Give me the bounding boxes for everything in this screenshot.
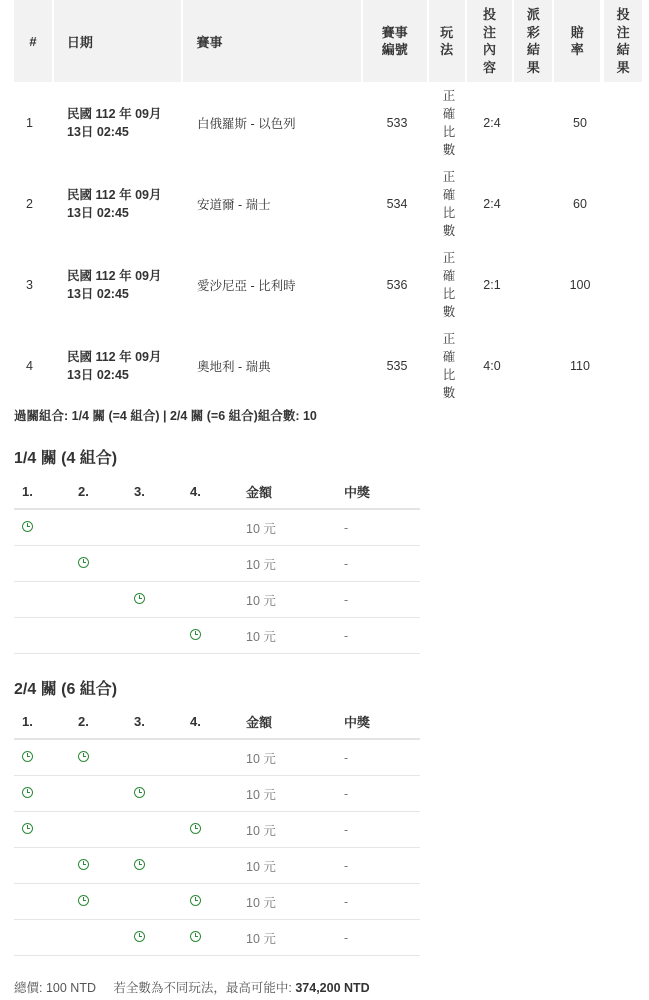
combo-amount: 10 元: [246, 593, 276, 608]
clock-icon: [78, 751, 89, 762]
row-bet: 2:4: [483, 196, 501, 211]
header-bet-result: [604, 0, 642, 82]
combo-row: [14, 546, 420, 582]
combo-win: -: [344, 520, 349, 535]
clock-icon: [190, 895, 201, 906]
row-date-line: 民國 112 年 09月: [67, 187, 162, 202]
clock-icon: [190, 931, 201, 942]
row-play: [430, 330, 468, 402]
table-row: [14, 163, 642, 244]
combo-leg-cell: [126, 859, 182, 873]
header-event-no-line: 賽事: [381, 24, 408, 40]
header-bet-content: [467, 0, 515, 82]
row-odds: 100: [569, 277, 591, 292]
combo-leg-cell: [14, 823, 70, 837]
header-bet-result-char: 結: [616, 42, 630, 57]
row-date-line: 民國 112 年 09月: [67, 106, 162, 121]
header-bet-result-char: 投: [616, 7, 630, 22]
max-label: 若全數為不同玩法，最高可能中:: [113, 981, 292, 995]
header-bet-char: 容: [482, 59, 496, 75]
combo-row: [14, 618, 420, 654]
combo-amount: 10 元: [246, 557, 276, 572]
combo-row: [14, 812, 420, 848]
row-event-no: 534: [386, 196, 408, 211]
row-event: 愛沙尼亞 - 比利時: [197, 278, 296, 293]
clock-icon: [190, 629, 201, 640]
header-play-char: 法: [440, 42, 454, 57]
row-play-char: 比: [442, 286, 456, 301]
combo-leg-cell: [70, 557, 126, 571]
row-play: [430, 87, 468, 159]
clock-icon: [22, 751, 33, 762]
section-title-1of4: 1/4 關 (4 組合): [14, 450, 118, 467]
header-bet-result-char: 果: [616, 59, 630, 75]
row-play: [430, 168, 468, 240]
total-value: 100 NTD: [45, 981, 96, 995]
header-bet-char: 投: [482, 7, 496, 22]
row-bet: 4:0: [483, 358, 501, 373]
row-play-char: 正: [442, 88, 456, 103]
header-result-char: 果: [526, 59, 540, 75]
header-index: #: [14, 0, 54, 82]
row-odds: 60: [573, 196, 587, 211]
row-bet: 2:1: [483, 277, 501, 292]
row-bet: 2:4: [483, 115, 501, 130]
combo-amount: 10 元: [246, 787, 276, 802]
combo-win: -: [344, 858, 349, 873]
price-footer: [14, 978, 370, 996]
combo-header-cell: 2.: [78, 713, 89, 729]
combo-amount: 10 元: [246, 859, 276, 874]
combo-win: -: [344, 822, 349, 837]
row-odds: 110: [570, 358, 590, 373]
row-play-char: 確: [442, 349, 456, 364]
row-play-char: 確: [442, 106, 456, 121]
header-date: 日期: [54, 0, 184, 82]
row-play-char: 正: [442, 169, 456, 184]
row-event: 安道爾 - 瑞士: [197, 197, 271, 212]
row-play-char: 確: [442, 187, 456, 202]
combo-header-cell: 3.: [134, 713, 145, 729]
row-date-line: 13日 02:45: [67, 286, 129, 301]
combo-amount: 10 元: [246, 931, 276, 946]
row-index: 3: [26, 277, 33, 292]
row-date-line: 13日 02:45: [67, 124, 129, 139]
combo-amount: 10 元: [246, 521, 276, 536]
bet-table: [14, 0, 642, 406]
row-play-char: 數: [442, 223, 456, 238]
combo-leg-cell: [182, 931, 238, 945]
row-date: [54, 267, 184, 303]
clock-icon: [78, 895, 89, 906]
header-odds: [554, 0, 602, 82]
total-label: 總價:: [14, 981, 43, 995]
combo-leg-cell: [70, 751, 126, 765]
header-odds-char: 率: [570, 42, 584, 57]
combo-leg-cell: [182, 823, 238, 837]
clock-icon: [134, 593, 145, 604]
combo-row: [14, 582, 420, 618]
combo-row: [14, 510, 420, 546]
combo-leg-cell: [14, 787, 70, 801]
combo-leg-cell: [126, 593, 182, 607]
combo-leg-cell: [14, 521, 70, 535]
table-row: [14, 82, 642, 163]
combo-leg-cell: [182, 629, 238, 643]
header-event: 賽事: [183, 0, 362, 82]
combo-header-cell: 3.: [134, 483, 145, 499]
combo-amount: 10 元: [246, 629, 276, 644]
row-play-char: 數: [442, 304, 456, 319]
clock-icon: [78, 557, 89, 568]
combo-leg-cell: [70, 895, 126, 909]
clock-icon: [134, 931, 145, 942]
row-play-char: 正: [442, 331, 456, 346]
row-event-no: 533: [386, 115, 408, 130]
clock-icon: [22, 787, 33, 798]
combo-row: [14, 848, 420, 884]
row-date: [54, 186, 184, 222]
row-index: 4: [26, 358, 33, 373]
table-row: [14, 325, 642, 406]
row-event: 白俄羅斯 - 以色列: [197, 116, 296, 131]
combination-summary: 過關組合: 1/4 關 (=4 組合) | 2/4 關 (=6 組合)組合數: 10: [14, 409, 317, 423]
header-result-char: 彩: [526, 24, 540, 40]
combo-header-cell: 1.: [22, 483, 33, 499]
header-result-char: 派: [526, 7, 540, 22]
clock-icon: [134, 859, 145, 870]
combo-table-2of4: [14, 704, 420, 956]
combo-amount: 10 元: [246, 823, 276, 838]
combo-leg-cell: [70, 859, 126, 873]
row-event: 奧地利 - 瑞典: [197, 359, 271, 374]
row-date: [54, 105, 184, 141]
combo-header-cell: 金額: [246, 714, 273, 730]
header-payout-result: [514, 0, 554, 82]
combo-header: [14, 474, 420, 510]
section-title-2of4: 2/4 關 (6 組合): [14, 681, 118, 698]
row-play-char: 數: [442, 385, 456, 400]
combo-header-cell: 金額: [246, 484, 273, 500]
row-play: [430, 249, 468, 321]
row-odds: 50: [573, 115, 587, 130]
clock-icon: [78, 859, 89, 870]
combo-header-cell: 2.: [78, 483, 89, 499]
row-date-line: 民國 112 年 09月: [67, 268, 162, 283]
header-bet-result-char: 注: [616, 24, 630, 40]
combo-header-cell: 中獎: [344, 714, 371, 730]
header-play-char: 玩: [440, 24, 454, 40]
header-bet-char: 內: [482, 42, 496, 57]
row-date: [54, 348, 184, 384]
combo-leg-cell: [182, 895, 238, 909]
combo-win: -: [344, 930, 349, 945]
row-index: 2: [26, 196, 33, 211]
header-result-char: 結: [526, 42, 540, 57]
clock-icon: [190, 823, 201, 834]
clock-icon: [22, 823, 33, 834]
combo-leg-cell: [14, 751, 70, 765]
header-play: [429, 0, 467, 82]
combo-win: -: [344, 750, 349, 765]
header-odds-char: 賠: [570, 24, 584, 40]
combo-row: [14, 884, 420, 920]
row-play-char: 數: [442, 142, 456, 157]
header-event-no: [363, 0, 429, 82]
combo-win: -: [344, 556, 349, 571]
clock-icon: [134, 787, 145, 798]
clock-icon: [22, 521, 33, 532]
row-play-char: 比: [442, 367, 456, 382]
row-play-char: 比: [442, 124, 456, 139]
combo-amount: 10 元: [246, 895, 276, 910]
row-index: 1: [26, 115, 33, 130]
combo-header-cell: 中獎: [344, 484, 371, 500]
combo-amount: 10 元: [246, 751, 276, 766]
combo-table-1of4: [14, 474, 420, 654]
table-header: [14, 0, 642, 82]
combo-leg-cell: [126, 787, 182, 801]
combo-header-cell: 4.: [190, 713, 201, 729]
combo-header-cell: 4.: [190, 483, 201, 499]
row-event-no: 536: [386, 277, 408, 292]
combo-header-cell: 1.: [22, 713, 33, 729]
header-bet-char: 注: [482, 24, 496, 40]
table-row: [14, 244, 642, 325]
combo-leg-cell: [126, 931, 182, 945]
combo-row: [14, 920, 420, 956]
row-play-char: 確: [442, 268, 456, 283]
row-play-char: 比: [442, 205, 456, 220]
row-event-no: 535: [386, 358, 408, 373]
combo-row: [14, 776, 420, 812]
header-event-no-line: 編號: [381, 42, 408, 57]
combo-row: [14, 740, 420, 776]
combo-win: -: [344, 786, 349, 801]
combo-win: -: [344, 628, 349, 643]
max-value: 374,200 NTD: [295, 981, 370, 995]
combo-win: -: [344, 894, 349, 909]
combo-win: -: [344, 592, 349, 607]
row-date-line: 13日 02:45: [67, 367, 129, 382]
combo-header: [14, 704, 420, 740]
row-date-line: 民國 112 年 09月: [67, 349, 162, 364]
row-play-char: 正: [442, 250, 456, 265]
row-date-line: 13日 02:45: [67, 205, 129, 220]
